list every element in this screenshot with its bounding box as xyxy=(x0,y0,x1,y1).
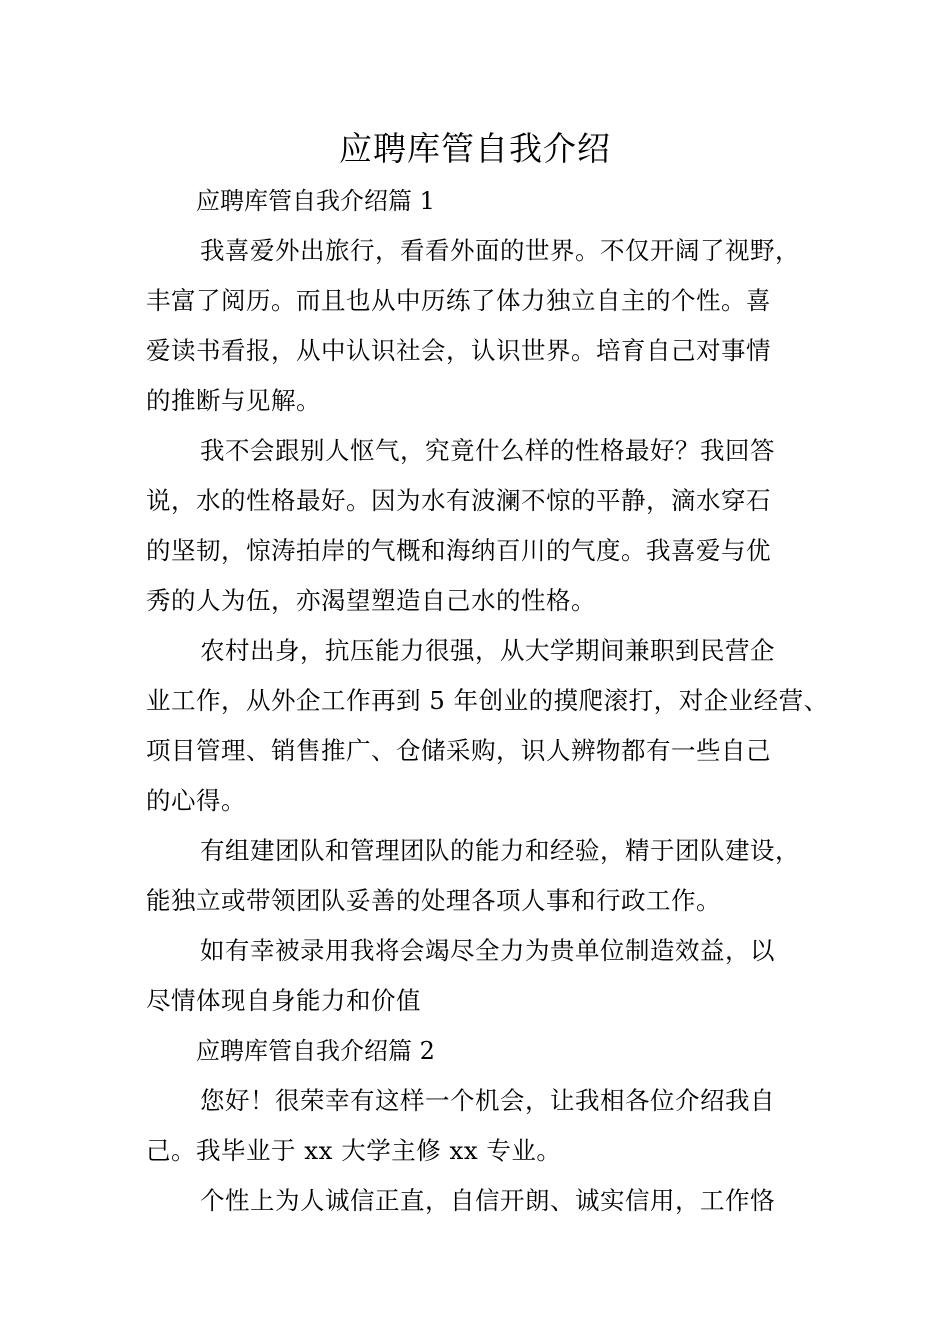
text-line: 业工作，从外企工作再到 5 年创业的摸爬滚打，对企业经营、 xyxy=(146,686,829,715)
text-line: 的坚韧，惊涛拍岸的气概和海纳百川的气度。我喜爱与优 xyxy=(146,536,771,565)
text-line: 秀的人为伍，亦渴望塑造自己水的性格。 xyxy=(146,586,596,615)
text-line: 有组建团队和管理团队的能力和经验，精于团队建设， xyxy=(200,836,800,865)
paragraph xyxy=(146,826,826,926)
paragraph xyxy=(146,1176,826,1226)
text-line: 我不会跟别人怄气，究竟什么样的性格最好？我回答 xyxy=(200,436,775,465)
text-line: 尽情体现自身能力和价值 xyxy=(146,986,421,1015)
text-line: 的心得。 xyxy=(146,786,246,815)
section-1 xyxy=(146,176,829,1026)
text-line: 项目管理、销售推广、仓储采购，识人辨物都有一些自己 xyxy=(146,736,771,765)
text-line: 的推断与见解。 xyxy=(146,386,321,415)
text-line: 说，水的性格最好。因为水有波澜不惊的平静，滴水穿石 xyxy=(146,486,771,515)
section-2 xyxy=(146,1026,826,1226)
text-line: 农村出身，抗压能力很强，从大学期间兼职到民营企 xyxy=(200,636,775,665)
text-line: 我喜爱外出旅行，看看外面的世界。不仅开阔了视野， xyxy=(200,236,800,265)
text-line: 如有幸被录用我将会竭尽全力为贵单位制造效益，以 xyxy=(200,936,775,965)
text-line: 个性上为人诚信正直，自信开朗、诚实信用，工作恪 xyxy=(200,1186,775,1215)
paragraph xyxy=(146,626,829,826)
document-title: 应聘库管自我介绍 xyxy=(339,129,611,168)
text-line: 您好！很荣幸有这样一个机会，让我相各位介绍我自 xyxy=(200,1086,775,1115)
text-line: 能独立或带领团队妥善的处理各项人事和行政工作。 xyxy=(146,886,721,915)
text-line: 爱读书看报，从中认识社会，认识世界。培育自己对事情 xyxy=(146,336,771,365)
text-line: 己。我毕业于 xx 大学主修 xx 专业。 xyxy=(146,1136,562,1165)
text-line: 丰富了阅历。而且也从中历练了体力独立自主的个性。喜 xyxy=(146,286,771,315)
paragraph xyxy=(146,226,826,426)
paragraph xyxy=(146,926,826,1026)
document-body xyxy=(146,176,829,1226)
section-heading: 应聘库管自我介绍篇 2 xyxy=(196,1037,435,1065)
section-heading: 应聘库管自我介绍篇 1 xyxy=(196,187,435,215)
paragraph xyxy=(146,1076,826,1176)
paragraph xyxy=(146,426,826,626)
